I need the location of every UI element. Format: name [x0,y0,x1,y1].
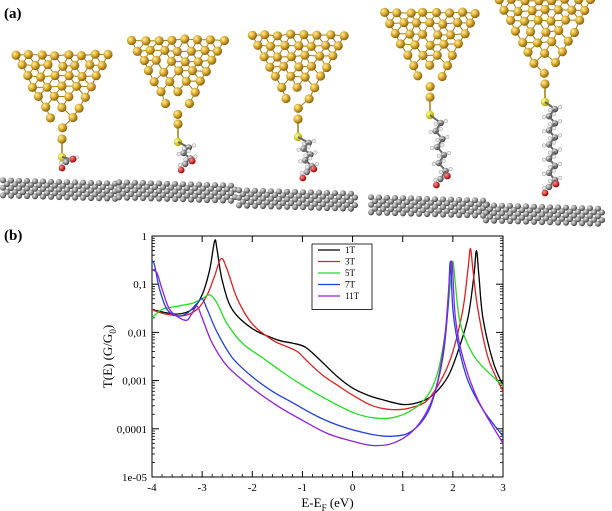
graphene-sheet [116,179,238,204]
oxygen-atom [433,182,440,189]
graphene-sheet [483,202,605,227]
x-tick-label: 0 [349,482,356,494]
y-tick-label: 0,001 [122,375,147,388]
legend-label: 7T [345,279,355,290]
y-tick-label: 1e-05 [121,472,147,484]
gold-tip-cluster [11,50,112,153]
y-tick-label: 1 [141,231,147,243]
legend [312,244,372,310]
junction-structure [236,29,358,211]
junction-structure [368,8,490,219]
graphene-sheet [236,187,358,212]
oxygen-atom [70,156,77,163]
alkyl-chain [542,102,562,190]
oxygen-atom [553,181,560,188]
oxygen-atom [542,190,549,197]
junction-structure [0,50,122,202]
transmission-chart [0,230,612,511]
graphene-sheet [0,177,122,202]
junction-structure [483,0,605,227]
oxygen-atom [310,166,317,173]
x-tick-label: -3 [197,482,207,494]
y-tick-label: 0,01 [127,327,147,340]
legend-label: 11T [345,291,360,301]
gold-tip-cluster [248,29,349,133]
legend-label: 3T [345,256,355,267]
x-tick-label: 2 [450,482,456,494]
alkyl-chain [429,115,453,182]
graphene-sheet [368,194,490,219]
gold-tip-cluster [495,0,596,98]
y-tick-label: 0,0001 [116,423,147,436]
legend-label: 1T [345,245,355,255]
y-axis-label: T(E) $(G/G_0)$ [100,324,118,389]
panel-b-label: (b) [4,228,23,244]
y-tick-label: 0,1 [133,279,147,292]
x-tick-label: -4 [147,482,157,494]
x-tick-label: 1 [399,482,406,494]
panel-a-label: (a) [4,6,22,22]
oxygen-atom [189,158,196,165]
oxygen-atom [299,175,306,182]
molecular-structures-illustration [0,0,612,230]
x-tick-label: 3 [500,482,506,494]
x-tick-label: -1 [297,482,308,494]
x-axis-label: $E-E_F$ (eV) [301,495,354,511]
oxygen-atom [444,173,451,180]
gold-tip-cluster [380,8,480,112]
legend-box [312,244,372,310]
x-tick-label: -2 [247,482,257,494]
junction-structure [116,34,238,203]
oxygen-atom [178,167,185,174]
oxygen-atom [59,165,66,172]
legend-label: 5T [345,268,355,278]
gold-tip-cluster [127,34,229,138]
